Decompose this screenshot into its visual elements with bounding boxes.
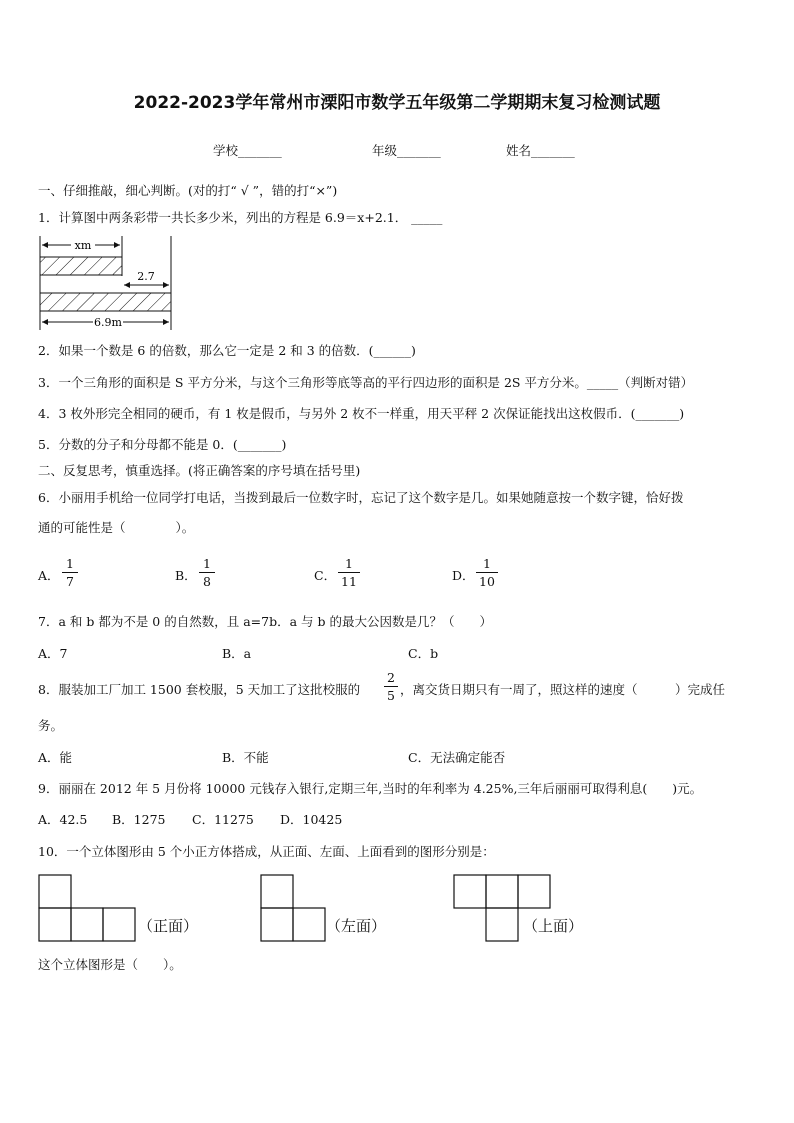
question-10: 10．一个立体图形由 5 个小正方体搭成，从正面、左面、上面看到的图形分别是： <box>38 844 495 859</box>
question-9: 9．丽丽在 2012 年 5 月份将 10000 元钱存入银行,定期三年,当时的年利率为 4.25%,三年后丽丽可取得利息( )元。 <box>38 781 703 796</box>
q6-option-a-label: A． <box>38 568 60 583</box>
name-field[interactable]: 姓名_______ <box>506 143 575 158</box>
grade-field[interactable]: 年级_______ <box>372 143 441 158</box>
left-view-figure <box>260 874 330 942</box>
q8-option-a: A．能 <box>38 750 73 765</box>
page-title: 2022-2023学年常州市溧阳市数学五年级第二学期期末复习检测试题 <box>133 93 661 113</box>
q8-option-b: B．不能 <box>222 750 269 765</box>
question-4: 4．3 枚外形完全相同的硬币，有 1 枚是假币，与另外 2 枚不一样重，用天平秤 2 次保证能找出这枚假币．(_______) <box>38 406 685 421</box>
top-view-label: （上面） <box>523 917 584 935</box>
q9-option-a: A．42.5 <box>38 812 88 827</box>
q6-option-b-fraction: 1 8 <box>199 556 215 589</box>
q9-option-b: B．1275 <box>112 812 166 827</box>
ribbon-diagram <box>38 236 178 332</box>
front-view-label: （正面） <box>138 917 199 935</box>
section-two-heading: 二、反复思考，慎重选择。(将正确答案的序号填在括号里) <box>38 463 361 478</box>
ribbon-bottom <box>40 293 171 311</box>
q8-option-c: C．无法确定能否 <box>408 750 506 765</box>
q6-option-c-fraction: 1 11 <box>338 556 360 589</box>
question-3: 3．一个三角形的面积是 S 平方分米，与这个三角形等底等高的平行四边形的面积是 2S 平方分米。_____（判断对错） <box>38 375 694 390</box>
question-8-before: 8．服装加工厂加工 1500 套校服，5 天加工了这批校服的 <box>38 682 361 697</box>
q6-option-c-label: C． <box>314 568 337 583</box>
section-one-heading: 一、仔细推敲，细心判断。(对的打“ √ ”，错的打“×”) <box>38 183 338 198</box>
label-6-9m: 6.9m <box>94 316 122 329</box>
front-view-figure <box>38 874 138 942</box>
question-8-after: ，离交货日期只有一周了，照这样的速度（ ）完成任 <box>400 682 726 697</box>
q9-option-d: D．10425 <box>280 812 343 827</box>
question-1: 1．计算图中两条彩带一共长多少米，列出的方程是 6.9＝x+2.1． _____ <box>38 210 443 225</box>
question-10-answer: 这个立体图形是（ ）。 <box>38 957 182 972</box>
question-7: 7．a 和 b 都为不是 0 的自然数，且 a=7b．a 与 b 的最大公因数是几？（ ） <box>38 614 492 629</box>
q7-option-b: B．a <box>222 646 252 661</box>
q7-option-c: C．b <box>408 646 439 661</box>
q8-fraction: 2 5 <box>384 670 398 703</box>
question-6-line2: 通的可能性是（ ）。 <box>38 520 195 535</box>
q6-option-b-label: B． <box>175 568 197 583</box>
school-field[interactable]: 学校_______ <box>213 143 282 158</box>
question-6-line1: 6．小丽用手机给一位同学打电话，当拨到最后一位数字时，忘记了这个数字是几。如果她随意按一个数字键，恰好拨 <box>38 490 684 505</box>
q6-option-d-fraction: 1 10 <box>476 556 498 589</box>
q9-option-c: C．11275 <box>192 812 254 827</box>
question-5: 5．分数的分子和分母都不能是 0．(_______) <box>38 437 287 452</box>
question-8-line2: 务。 <box>38 718 64 733</box>
ribbon-top <box>40 257 122 275</box>
label-2-7: 2.7 <box>137 270 155 283</box>
q6-option-a-fraction: 1 7 <box>62 556 78 589</box>
label-xm: xm <box>74 239 92 252</box>
question-2: 2．如果一个数是 6 的倍数，那么它一定是 2 和 3 的倍数．(______) <box>38 343 416 358</box>
left-view-label: （左面） <box>326 917 387 935</box>
q6-option-d-label: D． <box>452 568 475 583</box>
q7-option-a: A．7 <box>38 646 68 661</box>
